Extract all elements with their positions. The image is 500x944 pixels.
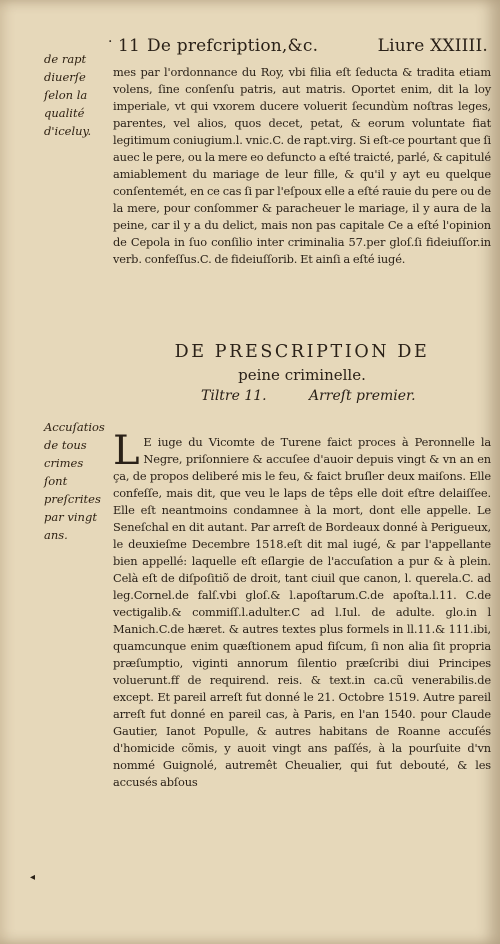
- book-number: Liure XXIIII.: [377, 36, 488, 56]
- ink-blot-icon: ◂: [30, 872, 36, 883]
- margin-note-rapt: de rapt diuerſe ſelon la qualité d'iceluy.: [44, 52, 92, 138]
- section-title: DE PRESCRIPTION DE: [174, 342, 430, 362]
- margin-note-accusations: Accuſatios de tous crimes ſont preſcrites par vingt ans.: [44, 420, 105, 542]
- drop-cap: L: [113, 428, 140, 474]
- ink-mark: ·: [108, 34, 113, 50]
- paragraph-arrest-text: E iuge du Vicomte de Turene faict proces à Peronnelle la Negre, priſonniere & accuſee d'auoir depuis vingt & vn an en ça, de propos deliberé mis le feu, & faict bruſler deux maiſons. Elle confeſſe, mais dit, que veu le laps de têps elle doit eſtre delaiſſee. Elle eſt neantmoins condamnee à la mort, dont elle appelle. Le Seneſchal en dit autant. Par arreſt de Bordeaux donné à Perigueux, le deuxieſme Decembre 1518.eſt dit mal iugé, & par l'appellante bien appellé: laquelle eſt eſlargie de l'accuſation a pur & à plein. Celà eſt de diſpoſitiõ de droit, tant ciuil que canon, l. querela.C. ad leg.Cornel.de falſ.vbi gloſ.& l.apoſtarum.C.de apoſta.l.11. C.de vectigalib.& commiſſ.l.adulter.C ad l.Iul. de adulte. glo.in l Manich.C.de hæret. & autres textes plus formels in ll.11.& 111.ibi, quamcunque enim quæſtionem apud fiſcum, ſi non alia ſit propria præſumptio, viginti annorum ſilentio præſcribi diui Principes voluerunt.ff de requirend. reis. & text.in ca.cũ venerabilis.de except. Et pareil arreſt fut donné le 21. Octobre 1519. Autre pareil arreſt fut donné en pareil cas, à Paris, en l'an 1540. pour Claude Gautier, Ianot Populle, & autres habitans de Roanne accuſés d'homicide cõmis, y auoit vingt ans paſſés, à la pourſuite d'vn nommé Guignolé, autremêt Cheualier, qui fut debouté, & les accusés abſous: [113, 435, 491, 789]
- paragraph-arrest: [113, 428, 491, 791]
- running-head: [108, 34, 488, 56]
- section-subtitle: peine criminelle.: [238, 366, 366, 384]
- page-number: 11: [118, 36, 141, 56]
- running-title: De prefcription,&c.: [147, 36, 319, 56]
- titre-number: Tiltre 11.: [201, 388, 267, 404]
- paragraph-rapt: mes par l'ordonnance du Roy, vbi filia eſt ſeducta & tradita etiam volens, ſine conſenſu patris, aut matris. Oportet enim, dit la loy imperiale, vt qui vxorem ducere voluerit ſecundùm noſtras leges, parentes, vel alios, quos decet, petat, & eorum voluntate fiat legitimum coniugium.l. vnic.C. de rapt.virg. Si eſt-ce pourtant que ſi auec le pere, ou la mere eo defuncto a eſté traicté, parlé, & capitulé amiablement du mariage de leur fille, & qu'il y ayt eu quelque conſentemét, en ce cas ſi par l'eſpoux elle a eſté rauie du pere ou de la mere, pour conſommer & paracheuer le mariage, il y aura de la peine, car il y a du delict, mais non pas capitale Ce a eſté l'opinion de Cepola in ſuo conſilio inter criminalia 57.per gloſ.ſi fideiuſſor.in verb. confeſſus.C. de fideiuſſorib. Et ainſi a eſté iugé.: [113, 65, 491, 266]
- arrest-heading: Arreſt premier.: [309, 388, 416, 404]
